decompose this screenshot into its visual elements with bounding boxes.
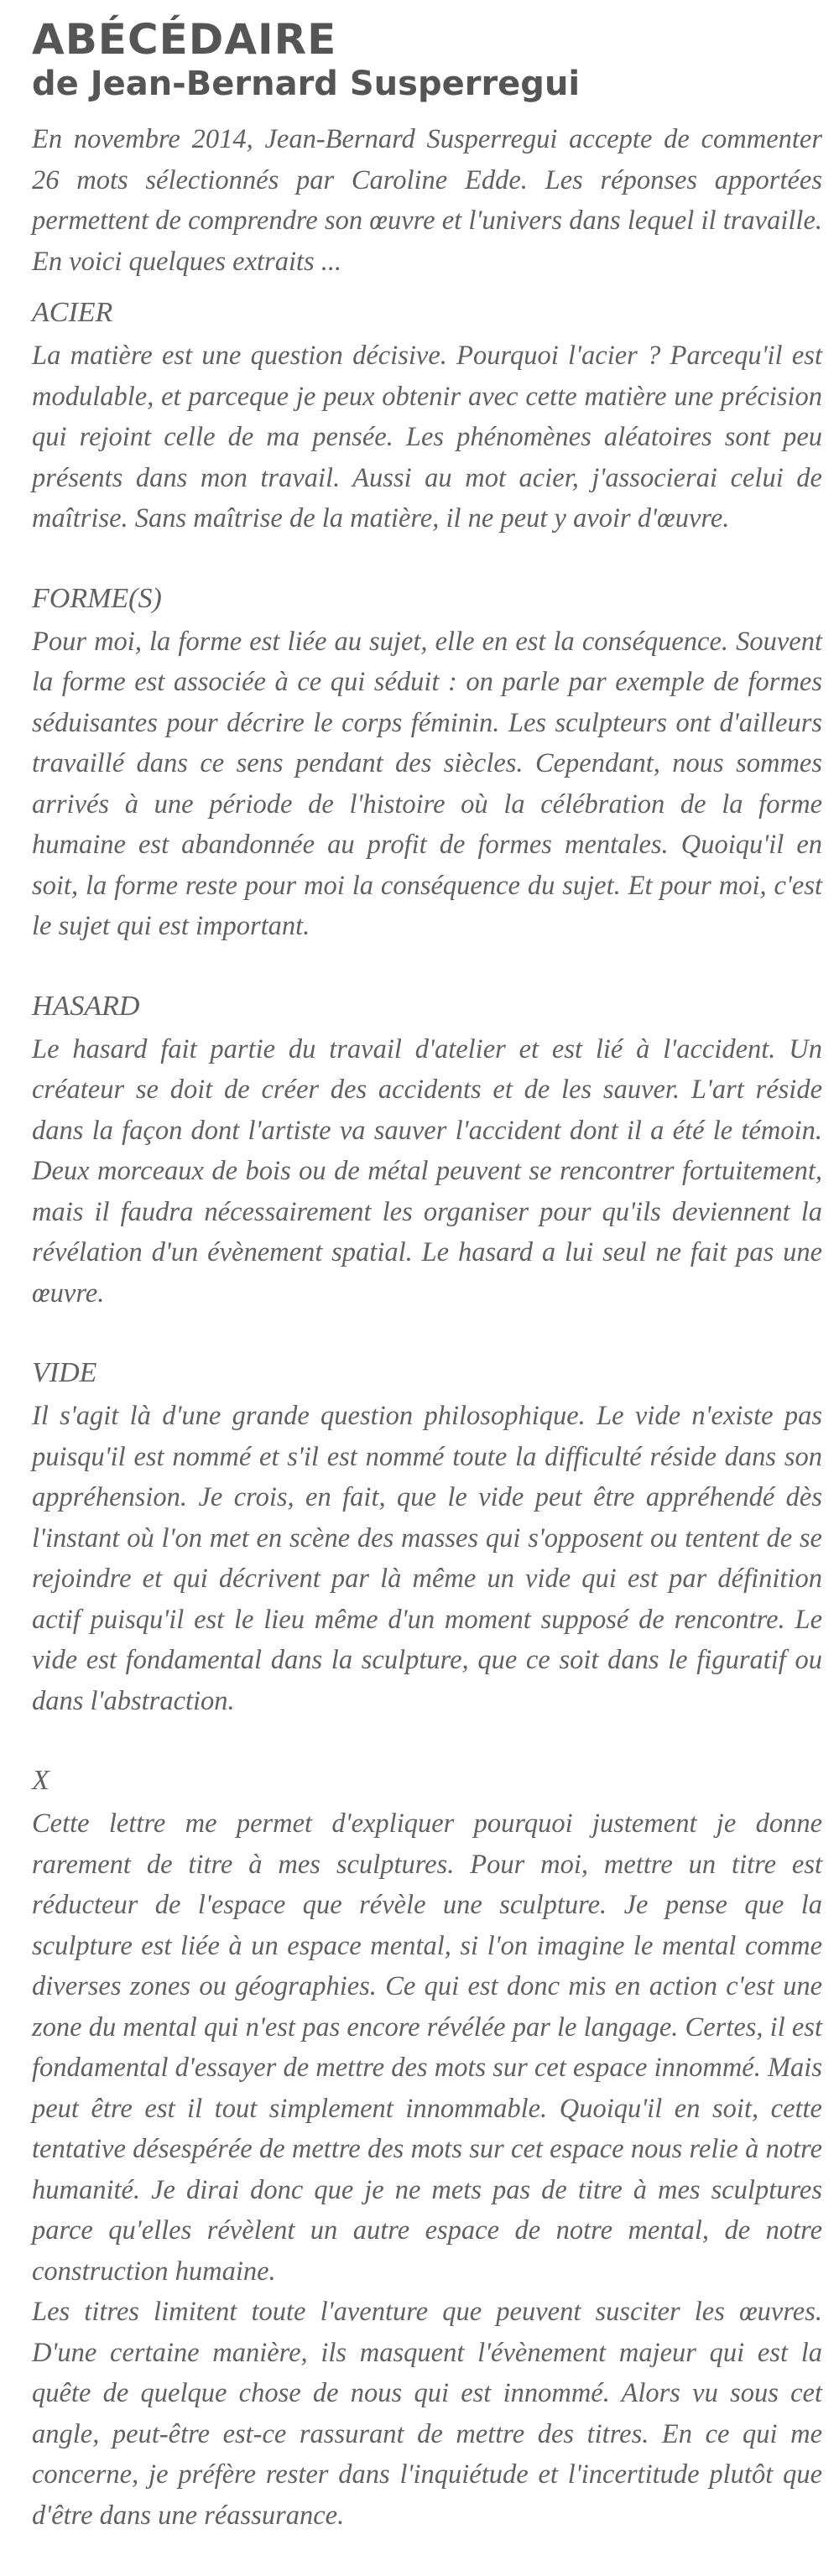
section-acier <box>32 294 822 539</box>
section-x <box>32 1762 822 2536</box>
section-paragraph: La matière est une question décisive. Pourquoi l'acier ? Parcequ'il est modulable, et parceque je peux obtenir avec cette matière une précision qui rejoint celle de ma pensée. Les phénomènes aléatoires sont peu présents dans mon travail. Aussi au mot acier, j'associerai celui de maîtrise. Sans maîtrise de la matière, il ne peut y avoir d'œuvre. <box>32 341 822 533</box>
section-heading: FORME(S) <box>32 582 162 614</box>
section-paragraph: Le hasard fait partie du travail d'atelier et est lié à l'accident. Un créateur se doit de créer des accidents et de les sauver. L'art réside dans la façon dont l'artiste va sauver l'accident dont il a été le témoin. Deux morceaux de bois ou de métal peuvent se rencontrer fortuitement, mais il faudra nécessairement les organiser pour qu'ils deviennent la révélation d'un évènement spatial. Le hasard a lui seul ne fait pas une œuvre. <box>32 1033 822 1309</box>
page-title: ABÉCÉDAIRE <box>32 15 337 64</box>
article <box>32 15 822 2576</box>
section-paragraph: Pour moi, la forme est liée au sujet, elle en est la conséquence. Souvent la forme est associée à ce qui séduit : on parle par exemple de formes séduisantes pour décrire le corps féminin. Les sculpteurs ont d'ailleurs travaillé dans ce sens pendant des siècles. Cependant, nous sommes arrivés à une période de l'histoire où la célébration de la forme humaine est abandonnée au profit de formes mentales. Quoiqu'il en soit, la forme reste pour moi la conséquence du sujet. Et pour moi, c'est le sujet qui est important. <box>32 626 822 941</box>
section-paragraph: Cette lettre me permet d'expliquer pourquoi justement je donne rarement de titre à mes sculptures. Pour moi, mettre un titre est réducteur de l'espace que révèle une sculpture. Je pense que la sculpture est liée à un espace mental, si l'on imagine le mental comme diverses zones ou géographies. Ce qui est donc mis en action c'est une zone du mental qui n'est pas encore révélée par le langage. Certes, il est fondamental d'essayer de mettre des mots sur cet espace innommé. Mais peut être est il tout simplement innommable. Quoiqu'il en soit, cette tentative désespérée de mettre des mots sur cet espace nous relie à notre humanité. Je dirai donc que je ne mets pas de titre à mes sculptures parce qu'elles révèlent un autre espace de notre mental, de notre construction humaine. <box>32 1808 822 2287</box>
section-heading: VIDE <box>32 1357 97 1388</box>
section-hasard <box>32 987 822 1314</box>
section-paragraph: Il s'agit là d'une grande question philosophique. Le vide n'existe pas puisqu'il est nommé et s'il est nommé toute la difficulté réside dans son appréhension. Je crois, en fait, que le vide peut être appréhendé dès l'instant où l'on met en scène des masses qui s'opposent ou tentent de se rejoindre et qui décrivent par là même un vide qui est par définition actif puisqu'il est le lieu même d'un moment supposé de rencontre. Le vide est fondamental dans la sculpture, que ce soit dans le figuratif ou dans l'abstraction. <box>32 1401 822 1716</box>
section-vide <box>32 1354 822 1721</box>
section-formes <box>32 580 822 947</box>
intro-paragraph: En novembre 2014, Jean-Bernard Susperregui accepte de commenter 26 mots sélectionnés par Caroline Edde. Les réponses apportées permettent de comprendre son œuvre et l'univers dans lequel il travaille. En voici quelques extraits ... <box>32 124 822 277</box>
section-heading: ACIER <box>32 297 113 328</box>
section-paragraph: Les titres limitent toute l'aventure que peuvent susciter les œuvres. D'une certaine manière, ils masquent l'évènement majeur qui est la quête de quelque chose de nous qui est innommé. Alors vu sous cet angle, peut-être est-ce rassurant de mettre des titres. En ce qui me concerne, je préfère rester dans l'inquiétude et l'incertitude plutôt que d'être dans une réassurance. <box>32 2297 822 2531</box>
page-subtitle: de Jean-Bernard Susperregui <box>32 65 581 103</box>
section-heading: HASARD <box>32 990 140 1022</box>
section-heading: X <box>32 1765 50 1796</box>
